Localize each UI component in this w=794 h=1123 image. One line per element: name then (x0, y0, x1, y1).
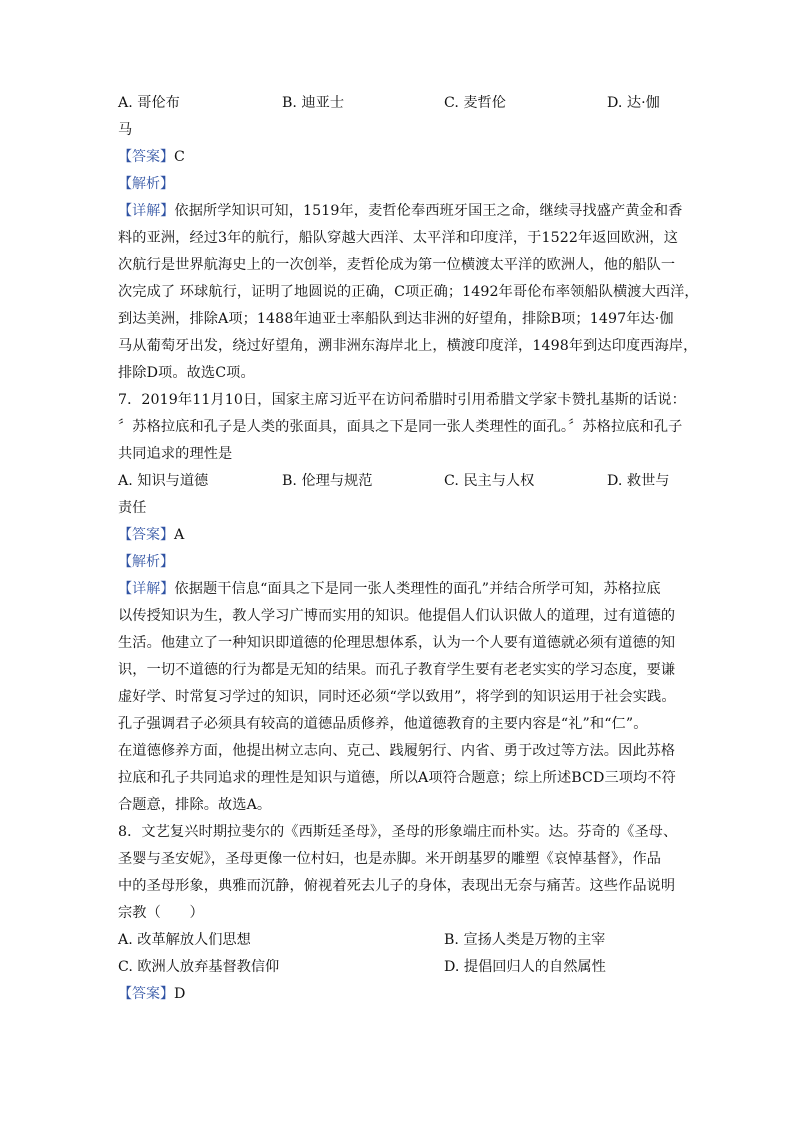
q6-detail (118, 198, 699, 387)
q8-stem-line: 宗教（ ） (118, 905, 204, 921)
q8-answer-value: D (174, 986, 186, 1002)
q6-detail-line: 依据所学知识可知，1519年，麦哲伦奉西班牙国王之命，继续寻找盛产黄金和香 (174, 203, 683, 219)
q8-option-b: B. 宣扬人类是万物的主宰 (444, 932, 606, 948)
q7-answer-value: A (174, 527, 185, 543)
q7-detail-line: 拉底和孔子共同追求的理性是知识与道德，所以A项符合题意；综上所述BCD三项均不符 (118, 770, 676, 786)
q7-analysis (118, 549, 678, 576)
q7-detail-line: 在道德修养方面，他提出树立志向、克己、践履躬行、内省、勇于改过等方法。因此苏格 (118, 743, 676, 759)
q7-stem-line: 〞苏格拉底和孔子是人类的张面具，面具之下是同一张人类理性的面孔。〞苏格拉底和孔子 (118, 419, 683, 435)
q7-detail-line: 孔子强调君子必须具有较高的道德品质修养，他道德教育的主要内容是“礼”和“仁”。 (118, 716, 648, 732)
q8-stem-line: 8．文艺复兴时期拉斐尔的《西斯廷圣母》，圣母的形象端庄而朴实。达。芬奇的《圣母、 (118, 824, 678, 840)
q6-option-b: B. 迪亚士 (282, 95, 345, 111)
q7-detail-label: 【详解】 (118, 581, 175, 597)
q7-option-d: D. 救世与 (607, 473, 670, 489)
q6-option-wrap: 马 (118, 122, 133, 138)
q8-option-a: A. 改革解放人们思想 (118, 932, 251, 948)
q7-option-c: C. 民主与人权 (444, 473, 535, 489)
q8-stem-line: 中的圣母形象，典雅而沉静，俯视着死去儿子的身体，表现出无奈与痛苦。这些作品说明 (118, 878, 676, 894)
q7-option-b: B. 伦理与规范 (282, 473, 373, 489)
q7-answer-label: 【答案】 (118, 527, 174, 543)
q6-answer (118, 144, 678, 171)
q7-detail-line: 虚好学、时常复习学过的知识，同时还必须“学以致用”，将学到的知识运用于社会实践。 (118, 689, 676, 705)
q7-stem (118, 387, 686, 468)
q6-options (118, 90, 678, 117)
q7-options (118, 468, 678, 495)
q8-stem (118, 819, 678, 927)
q6-option-a: A. 哥伦布 (118, 95, 180, 111)
q8-option-c: C. 欧洲人放弃基督教信仰 (118, 959, 280, 975)
q6-detail-line: 次完成了 环球航行，证明了地圆说的正确，C项正确；1492年哥伦布率领船队横渡大西洋， (118, 284, 699, 300)
q8-options-row2 (118, 954, 678, 981)
q7-option-a: A. 知识与道德 (118, 473, 209, 489)
q8-options-row1 (118, 927, 678, 954)
q6-answer-value: C (174, 149, 185, 165)
q7-analysis-label: 【解析】 (118, 554, 174, 570)
q8-answer-label: 【答案】 (118, 986, 174, 1002)
q7-option-wrap: 责任 (118, 500, 147, 516)
q6-detail-line: 马从葡萄牙出发，绕过好望角，溯非洲东海岸北上，横渡印度洋，1498年到达印度西海岸， (118, 338, 698, 354)
q6-detail-line: 到达美洲，排除A项；1488年迪亚士率船队到达非洲的好望角，排除B项；1497年达·伽 (118, 311, 674, 327)
q7-detail-line: 以传授知识为生，教人学习广博而实用的知识。他提倡人们认识做人的道理，过有道德的 (118, 608, 676, 624)
q6-detail-line: 排除D项。故选C项。 (118, 365, 255, 381)
q6-option-c: C. 麦哲伦 (444, 95, 506, 111)
q7-detail-line: 生活。他建立了一种知识即道德的伦理思想体系，认为一个人要有道德就必须有道德的知 (118, 635, 676, 651)
q6-detail-line: 料的亚洲，经过3年的航行，船队穿越大西洋、太平洋和印度洋，于1522年返回欧洲，这 (118, 230, 678, 246)
q7-detail-line: 识，一切不道德的行为都是无知的结果。而孔子教育学生要有老老实实的学习态度，要谦 (118, 662, 676, 678)
q7-detail (118, 576, 678, 819)
q6-option-d: D. 达·伽 (607, 95, 660, 111)
q8-option-d: D. 提倡回归人的自然属性 (444, 959, 606, 975)
q6-analysis-label: 【解析】 (118, 176, 174, 192)
document-page (118, 90, 699, 1008)
q8-answer (118, 981, 678, 1008)
q7-detail-line: 依据题干信息“面具之下是同一张人类理性的面孔”并结合所学可知，苏格拉底 (174, 581, 661, 597)
q7-detail-line: 合题意，排除。故选A。 (118, 797, 272, 813)
q8-stem-line: 圣婴与圣安妮》，圣母更像一位村妇，也是赤脚。米开朗基罗的雕塑《哀悼基督》，作品 (118, 851, 662, 867)
q6-detail-line: 次航行是世界航海史上的一次创举，麦哲伦成为第一位横渡太平洋的欧洲人，他的船队一 (118, 257, 676, 273)
q7-stem-line: 共同追求的理性是 (118, 446, 233, 462)
q6-detail-label: 【详解】 (118, 203, 175, 219)
q6-analysis (118, 171, 678, 198)
q7-stem-line: 7．2019年11月10日，国家主席习近平在访问希腊时引用希腊文学家卡赞扎基斯的话说： (118, 392, 686, 408)
q6-answer-label: 【答案】 (118, 149, 174, 165)
q7-answer (118, 522, 678, 549)
